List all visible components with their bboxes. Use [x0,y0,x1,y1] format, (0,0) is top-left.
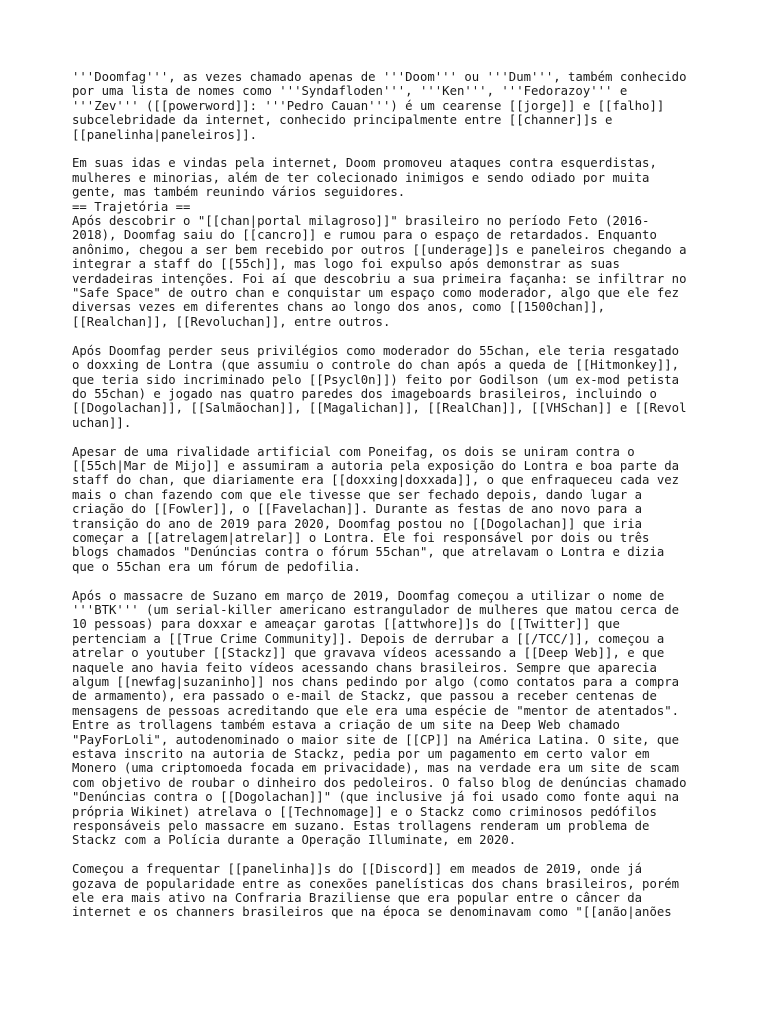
text-line: internet e os channers brasileiros que na época se denominavam como "[[anão|anões [72,905,672,920]
paragraph-moderator [72,344,712,430]
paragraph-trajectory [72,156,712,329]
text-line: diversas vezes em diferentes chans ao longo dos anos, como [[1500chan]], [72,300,606,315]
text-line: algum [[newfag|suzaninho]] nos chans pedindo por algo (como contatos para a compra [72,675,680,689]
text-line: verdadeiras intenções. Foi aí que descobriu a sua primeira façanha: se infiltrar no [72,271,687,286]
text-line: de armamento), era passado o e-mail de Stackz, que passou a receber centenas de [72,689,657,704]
text-line: pertenciam a [[True Crime Community]]. Depois de derrubar a [[/TCC/]], começou a [72,631,665,646]
text-line: que o 55chan era um fórum de pedofilia. [72,559,361,574]
document-body [72,70,712,920]
text-line: que teria sido incriminado pelo [[Psycl0n]]) feito por Godilson (um ex-mod petista [72,372,680,387]
text-line: Após o massacre de Suzano em março de 2019, Doomfag começou a utilizar o nome de [72,588,665,603]
text-line: criação do [[Fowler]], o [[Favelachan]]. Durante as festas de ano novo para a [72,502,643,517]
text-line: [[Dogolachan]], [[Salmãochan]], [[Magalichan]], [[RealChan]], [[VHSchan]] e [[Revol [72,401,687,416]
text-line: gente, mas também reunindo vários seguidores. [72,185,406,200]
text-line: começar a [[atrelagem|atrelar]] o Lontra. Ele foi responsável por dois ou três [72,530,650,545]
text-line: por uma lista de nomes como '''Syndafloden''', '''Ken''', '''Fedorazoy''' e [72,84,628,99]
text-line: "PayForLoli", autodenominado o maior site de [[CP]] na América Latina. O site, que [72,732,680,747]
text-line: '''Doomfag''', as vezes chamado apenas de '''Doom''' ou '''Dum''', também conhecido [72,70,687,84]
text-line: "Safe Space" de outro chan e conquistar um espaço como moderador, algo que ele fez [72,286,680,301]
text-line: [[Realchan]], [[Revoluchan]], entre outros. [72,314,391,329]
text-line: ele era mais ativo na Confraria Braziliense que era popular entre o câncer da [72,891,643,906]
paragraph-intro [72,70,712,142]
text-line: o doxxing de Lontra (que assumiu o controle do chan após a queda de [[Hitmonkey]], [72,358,680,373]
text-line: anônimo, chegou a ser bem recebido por outros [[underage]]s e paneleiros chegando a [72,242,687,257]
text-line: atrelar o youtuber [[Stackz]] que gravava vídeos acessando a [[Deep Web]], e que [72,646,665,661]
text-line: integrar a staff do [[55ch]], mas logo foi expulso após demonstrar as suas [72,257,620,272]
text-line: Em suas idas e vindas pela internet, Doom promoveu ataques contra esquerdistas, [72,156,657,171]
text-line: gozava de popularidade entre as conexões panelísticas dos chans brasileiros, porém [72,876,680,891]
text-line: [[panelinha|paneleiros]]. [72,127,258,142]
section-heading: == Trajetória == [72,199,191,214]
text-line: Começou a frequentar [[panelinha]]s do [[Discord]] em meados de 2019, onde já [72,862,643,877]
text-line: uchan]]. [72,415,132,430]
text-line: naquele ano havia feito vídeos acessando chans brasileiros. Sempre que aparecia [72,660,657,675]
text-line: mais o chan fazendo com que ele tivesse que ser fechado depois, dando lugar a [72,487,643,502]
text-line: 2018), Doomfag saiu do [[cancro]] e rumou para o espaço de retardados. Enquanto [72,228,657,243]
text-line: Entre as trollagens também estava a criação de um site na Deep Web chamado [72,718,620,733]
text-line: com objetivo de roubar o dinheiro dos pedoleiros. O falso blog de denúncias chamado [72,775,687,790]
text-line: '''BTK''' (um serial-killer americano estrangulador de mulheres que matou cerca de [72,602,680,617]
text-line: staff do chan, que diariamente era [[doxxing|doxxada]], o que enfraqueceu cada vez [72,473,680,488]
text-line: blogs chamados "Denúncias contra o fórum 55chan", que atrelavam o Lontra e dizia [72,545,665,560]
text-line: do 55chan) e jogado nas quatro paredes dos imageboards brasileiros, incluindo o [72,386,657,401]
text-line: Monero (uma criptomoeda focada em privacidade), mas na verdade era um site de scam [72,761,680,776]
text-line: Após descobrir o "[[chan|portal milagroso]]" brasileiro no período Feto (2016- [72,214,650,229]
text-line: própria Wikinet) atrelava o [[Technomage]] e o Stackz como criminosos pedófilos [72,804,657,819]
text-line: mulheres e minorias, além de ter colecionado inimigos e sendo odiado por muita [72,170,650,185]
text-line: Após Doomfag perder seus privilégios como moderador do 55chan, ele teria resgatado [72,343,680,358]
paragraph-suzano [72,589,712,848]
paragraph-discord [72,862,712,920]
text-line: Apesar de uma rivalidade artificial com Poneifag, os dois se uniram contra o [72,444,635,459]
paragraph-rivalry [72,445,712,575]
text-line: 10 pessoas) para doxxar e ameaçar garotas [[attwhore]]s do [[Twitter]] que [72,617,620,632]
text-line: "Denúncias contra o [[Dogolachan]]" (que inclusive já foi usado como fonte aqui na [72,790,680,805]
text-line: [[55ch|Mar de Mijo]] e assumiram a autoria pela exposição do Lontra e boa parte da [72,458,680,473]
text-line: mensagens de pessoas acreditando que ele era uma espécie de "mentor de atentados". [72,703,680,718]
text-line: '''Zev''' ([[powerword]]: '''Pedro Cauan''') é um cearense [[jorge]] e [[falho]] [72,98,665,113]
text-line: responsáveis pelo massacre em suzano. Estas trollagens renderam um problema de [72,819,650,834]
text-line: subcelebridade da internet, conhecido principalmente entre [[channer]]s e [72,113,613,128]
text-line: Stackz com a Polícia durante a Operação Illuminate, em 2020. [72,833,517,848]
text-line: estava inscrito na autoria de Stackz, pedia por um pagamento em certo valor em [72,747,650,762]
text-line: transição do ano de 2019 para 2020, Doomfag postou no [[Dogolachan]] que iria [72,516,643,531]
